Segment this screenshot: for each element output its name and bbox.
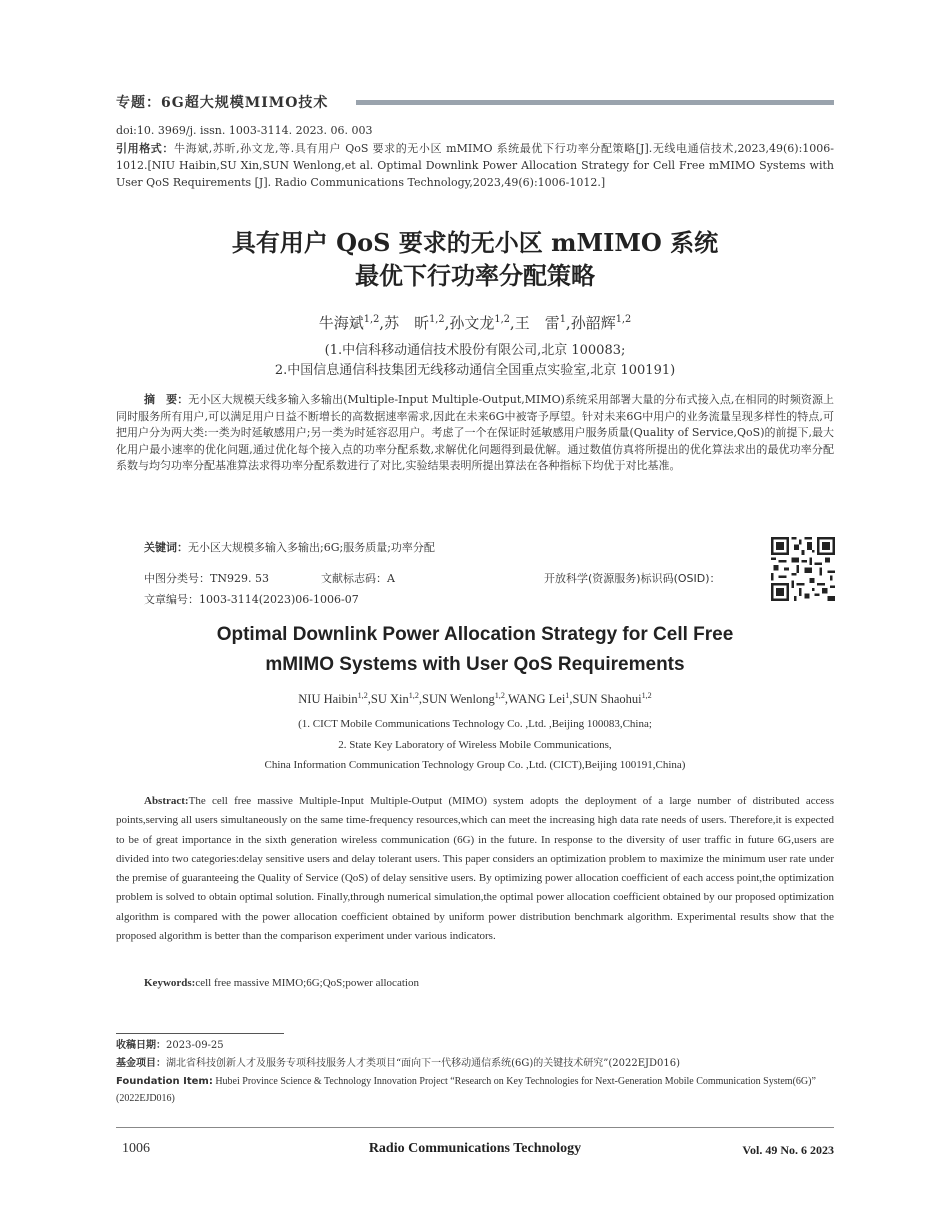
fund-value: 湖北省科技创新人才及服务专项科技服务人才类项目“面向下一代移动通信系统(6G)的关键技术研究”(2022EJD016) [166, 1058, 681, 1069]
fund-label: 基金项目： [116, 1058, 166, 1069]
page-number: 1006 [122, 1141, 150, 1156]
clc-label: 中图分类号： [144, 572, 210, 585]
keywords-en-label: Keywords: [144, 977, 196, 989]
article-no-value: 1003-3114(2023)06-1006-07 [199, 593, 359, 606]
osid-label: 开放科学(资源服务)标识码(OSID)： [544, 572, 721, 585]
doi[interactable]: doi:10. 3969/j. issn. 1003-3114. 2023. 06. 003 [116, 124, 373, 137]
received-value: 2023-09-25 [166, 1040, 224, 1051]
abstract-cn-text: 无小区大规模天线多输入多输出(Multiple-Input Multiple-Output,MIMO)系统采用部署大量的分布式接入点,在相同的时频资源上同时服务所有用户,可以满足用户日益不断增长的高数据速率需求,因此在未来6G中被寄予厚望。针对未来6G中用户的业务流量呈现多样性的特点,可把用户分为两大类:一类为时延敏感用户;另一类为时延容忍用户。考虑了一个在保证时延敏感用户服务质量(Quality of Service,QoS)的前提下,最大化用户最小速率的优化问题,通过优化每个接入点的功率分配系数,求解优化问题得到最优解。通过数值仿真将所提出的优化算法求出的最优功率分配系数与均匀功率分配基准算法求得功率分配系数进行了对比,实验结果表明所提出算法在各种指标下均优于对比基准。 [116, 393, 835, 472]
title-en-line2: mMIMO Systems with User QoS Requirements [265, 654, 685, 675]
abstract-cn-label: 摘 要： [144, 393, 189, 406]
abstract-en [116, 792, 834, 946]
author-en: NIU Haibin$^{1,2}$, [298, 690, 371, 706]
author-en: SU Xin$^{1,2}$, [370, 690, 423, 706]
fund-project [116, 1055, 834, 1072]
citation [116, 140, 834, 191]
keywords-en [144, 977, 419, 989]
title-cn-line1: 具有用户 QoS 要求的无小区 mMIMO 系统 [231, 228, 719, 257]
doc-code-value: A [387, 572, 395, 585]
author-cn: 牛海斌$^{1,2}$, [318, 314, 385, 332]
author-cn: 苏 昕$^{1,2}$, [384, 314, 450, 332]
received-label: 收稿日期： [116, 1040, 166, 1051]
paper-page [116, 0, 834, 1229]
keywords-cn-text: 无小区大规模多输入多输出;6G;服务质量;功率分配 [188, 541, 435, 554]
document-code [321, 570, 395, 586]
qr-code-icon[interactable] [771, 537, 835, 601]
citation-text: 牛海斌,苏昕,孙文龙,等.具有用户 QoS 要求的无小区 mMIMO 系统最优下行功率分配策略[J].无线电通信技术,2023,49(6):1006-1012.[NIU Haibin,SU Xin,SUN Wenlong,et al. Optimal Downlink Power Allocation Strategy for Cell Free mMIMO Systems with User QoS Requirements [J]. Radio Communications Technology,2023,49(6):1006-1012.] [116, 142, 835, 189]
keywords-cn-label: 关键词： [144, 541, 188, 554]
affiliation-en-2: 2. State Key Laboratory of Wireless Mobile Communications, [338, 739, 612, 751]
title-en [116, 620, 834, 680]
authors-en [116, 692, 834, 707]
clc-number [144, 570, 269, 586]
article-no-label: 文章编号： [144, 593, 199, 606]
author-cn: 孙文龙$^{1,2}$, [449, 314, 515, 332]
footer-divider [116, 1127, 834, 1128]
topic-bar [356, 100, 834, 105]
affiliation-cn-2: 2.中国信息通信科技集团无线移动通信全国重点实验室,北京 100191) [274, 363, 676, 378]
affiliation-cn-1: (1.中信科移动通信技术股份有限公司,北京 100083; [324, 343, 626, 358]
author-en: SUN Shaohui$^{1,2}$ [572, 690, 652, 706]
footnote-divider [116, 1033, 284, 1034]
article-number [144, 591, 359, 607]
authors-cn [116, 312, 834, 333]
author-cn: 王 雷$^1$, [514, 314, 571, 332]
keywords-en-text: cell free massive MIMO;6G;QoS;power allocation [195, 977, 419, 989]
title-cn-line2: 最优下行功率分配策略 [355, 261, 595, 290]
abstract-cn [116, 392, 834, 475]
citation-label: 引用格式： [116, 142, 174, 155]
author-en: SUN Wenlong$^{1,2}$, [422, 690, 509, 706]
foundation-value: Hubei Province Science & Technology Innovation Project “Research on Key Technologies for Next-Generation Mobile Communication System(6G)” (2022EJD016) [116, 1076, 816, 1104]
doc-code-label: 文献标志码： [321, 572, 387, 585]
volume-issue: Vol. 49 No. 6 2023 [742, 1143, 834, 1157]
author-cn: 孙韶辉$^{1,2}$ [570, 314, 632, 332]
abstract-en-text: The cell free massive Multiple-Input Multiple-Output (MIMO) system adopts the deployment of a large number of distributed access points,serving all users simultaneously on the same time-frequency resources,which can meet the increasing high data rate needs of users. Therefore,it is expected to be of great importance in the sixth generation wireless communication (6G) in the future. In response to the diversity of user traffic in future 6G,users are divided into two categories:delay sensitive users and delay tolerant users. This paper considers an optimization problem to maximize the minimum user rate under the premise of guaranteeing the Quality of Service (QoS) of delay sensitive users. By optimizing power allocation coefficient of each access point,the optimization problem is solved to obtain optimal solution. Finally,through numerical simulation,the optimal power allocation coefficient obtained by our proposed optimization algorithm is compared with the power allocation coefficient obtained by uniform power distribution benchmark algorithm. Experimental results show that the proposed algorithm is better than the comparison experiment under various indicators. [116, 795, 834, 943]
foundation-item [116, 1073, 834, 1107]
affiliation-en-1: (1. CICT Mobile Communications Technology Co. ,Ltd. ,Beijing 100083,China; [298, 718, 652, 730]
journal-name: Radio Communications Technology [368, 1141, 582, 1156]
clc-value: TN929. 53 [210, 572, 269, 585]
affiliation-en-3: China Information Communication Technology Group Co. ,Ltd. (CICT),Beijing 100191,China) [264, 759, 686, 771]
abstract-en-label: Abstract: [144, 795, 189, 807]
keywords-cn [144, 539, 435, 555]
foundation-label: Foundation Item: [116, 1076, 213, 1087]
title-en-line1: Optimal Downlink Power Allocation Strategy for Cell Free [216, 624, 734, 645]
topic-header: 专题：6G超大规模MIMO技术 [116, 95, 329, 111]
received-date [116, 1037, 834, 1054]
title-cn [116, 226, 834, 292]
author-en: WANG Lei$^1$, [508, 690, 573, 706]
